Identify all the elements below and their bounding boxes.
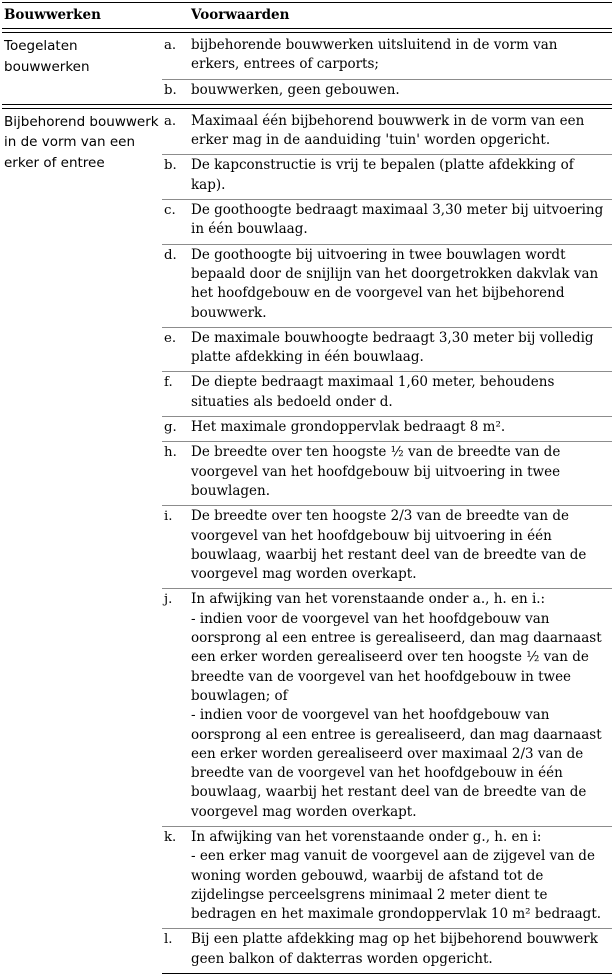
item-letter: l.: [162, 929, 191, 974]
item-text: De kapconstructie is vrij te bepalen (platte afdekking of kap).: [191, 155, 612, 200]
item-letter: k.: [162, 826, 191, 928]
item-text: Bij een platte afdekking mag op het bijbehorend bouwwerk geen balkon of dakterras worden opgericht.: [191, 929, 612, 974]
item-letter: a.: [164, 113, 177, 129]
column-header-spacer: [162, 3, 191, 29]
item-text-line: In afwijking van het vorenstaande onder g., h. en i:: [191, 828, 542, 845]
item-text: Maximaal één bijbehorend bouwwerk in de vorm van een erker mag in de aanduiding 'tuin' worden opgericht.: [191, 112, 585, 149]
item-text-line: - een erker mag vanuit de voorgevel aan de zijgevel van de woning worden gebouwd, waarbij de afstand tot de zijdelingse perceelsgrens minimaal 2 meter dient te bedragen en het maximale grondoppervlak 10 m² bedraagt.: [191, 848, 602, 923]
item-letter: e.: [162, 327, 191, 372]
item-letter: j.: [162, 589, 191, 827]
table-row: [2, 33, 612, 80]
item-text-line: In afwijking van het vorenstaande onder a., h. en i.:: [191, 591, 546, 608]
item-text-line: - indien voor de voorgevel van het hoofdgebouw van oorsprong al een entree is gerealiseerd, dan mag daarnaast een erker worden gerealiseerd over ten hoogste ½ van de breedte van de voorgevel van het hoofdgebouw in twee bouwlagen; of: [191, 610, 602, 704]
item-letter: h.: [162, 442, 191, 506]
item-text: De breedte over ten hoogste 2/3 van de breedte van de voorgevel van het hoofdgebouw bij uitvoering in één bouwlaag, waarbij het restant deel van de breedte van de voorgevel mag worden overkapt.: [191, 506, 612, 589]
item-letter: i.: [162, 506, 191, 589]
item-text: De diepte bedraagt maximaal 1,60 meter, behoudens situaties als bedoeld onder d.: [191, 372, 612, 417]
item-text: De goothoogte bij uitvoering in twee bouwlagen wordt bepaald door de snijlijn van het doorgetrokken dakvlak van het hoofdgebouw en de voorgevel van het bijbehorend bouwwerk.: [191, 244, 612, 327]
item-text: Het maximale grondoppervlak bedraagt 8 m².: [191, 417, 612, 442]
group-label: Toegelaten bouwwerken: [4, 38, 90, 75]
item-text: [191, 589, 612, 827]
group-label: Bijbehorend bouwwerk in de vorm van een erker of entree: [4, 113, 159, 171]
item-text: De goothoogte bedraagt maximaal 3,30 meter bij uitvoering in één bouwlaag.: [191, 200, 612, 245]
column-header-voorwaarden: Voorwaarden: [191, 3, 612, 29]
item-letter: a.: [164, 38, 177, 53]
table-body: [2, 3, 612, 974]
item-text: bijbehorende bouwwerken uitsluitend in de vorm van erkers, entrees of carports;: [191, 37, 558, 73]
item-text: [191, 826, 612, 928]
table-row: [2, 108, 612, 155]
item-text: De breedte over ten hoogste ½ van de breedte van de voorgevel van het hoofdgebouw bij uitvoering in twee bouwlagen.: [191, 442, 612, 506]
item-text: De maximale bouwhoogte bedraagt 3,30 meter bij volledig platte afdekking in één bouwlaag.: [191, 327, 612, 372]
item-letter: b.: [162, 79, 191, 104]
item-letter: c.: [162, 200, 191, 245]
item-text-line: - indien voor de voorgevel van het hoofdgebouw van oorsprong al een entree is gerealiseerd, dan mag daarnaast een erker worden gerealiseerd over maximaal 2/3 van de breedte van de voorgevel van het hoofdgebouw in één bouwlaag, waarbij het restant deel van de breedte van de voorgevel mag worden overkapt.: [191, 707, 602, 820]
item-letter: b.: [162, 155, 191, 200]
item-letter: d.: [162, 244, 191, 327]
item-letter: f.: [162, 372, 191, 417]
table-header-row: [2, 3, 612, 29]
item-text: bouwwerken, geen gebouwen.: [191, 79, 612, 104]
item-letter: g.: [162, 417, 191, 442]
regulation-table: [2, 2, 612, 974]
column-header-bouwwerken: Bouwwerken: [2, 3, 162, 29]
